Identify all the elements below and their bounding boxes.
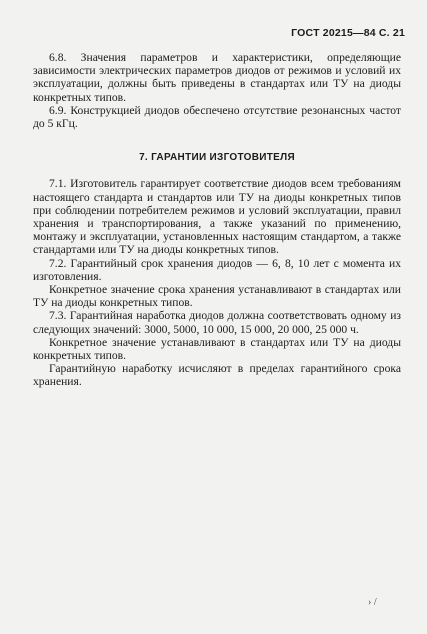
page-content — [33, 51, 401, 389]
section-title: 7. ГАРАНТИИ ИЗГОТОВИТЕЛЯ — [139, 152, 295, 164]
paragraph-6-8: 6.8. Значения параметров и характеристики, определяющие зависимости электрических параметров диодов от режимов и условий их эксплуатации, должны быть приведены в стандартах или ТУ на диоды конкретных типов. — [33, 51, 401, 104]
paragraph-6-9: 6.9. Конструкцией диодов обеспечено отсутствие резонансных частот до 5 кГц. — [33, 103, 401, 131]
paragraph-7-2-note: Конкретное значение срока хранения устанавливают в стандартах или ТУ на диоды конкретных типов. — [33, 283, 401, 310]
paragraph-7-3-period: Гарантийную наработку исчисляют в пределах гарантийного срока хранения. — [33, 362, 401, 389]
page-header: ГОСТ 20215—84 С. 21 — [291, 27, 405, 39]
paragraph-7-3: 7.3. Гарантийная наработка диодов должна соответствовать одному из следующих значений: 3000, 5000, 10 000, 15 000, 20 000, 25 000 ч. — [33, 309, 401, 336]
footer-marks: › / — [368, 597, 377, 608]
paragraph-7-1: 7.1. Изготовитель гарантирует соответствие диодов всем требованиям настоящего стандарта и стандартов или ТУ на диоды конкретных типов при соблюдении потребителем режимов и условий эксплуатации, правил хранения и транспортирования, а также указаний по применению, монтажу и эксплуатации, установленных настоящим стандартом, а также стандартами или ТУ на диоды конкретных типов. — [33, 177, 401, 257]
paragraph-7-2: 7.2. Гарантийный срок хранения диодов — 6, 8, 10 лет с момента их изготовления. — [33, 256, 401, 283]
paragraph-7-3-note: Конкретное значение устанавливают в стандартах или ТУ на диоды конкретных типов. — [33, 335, 401, 363]
